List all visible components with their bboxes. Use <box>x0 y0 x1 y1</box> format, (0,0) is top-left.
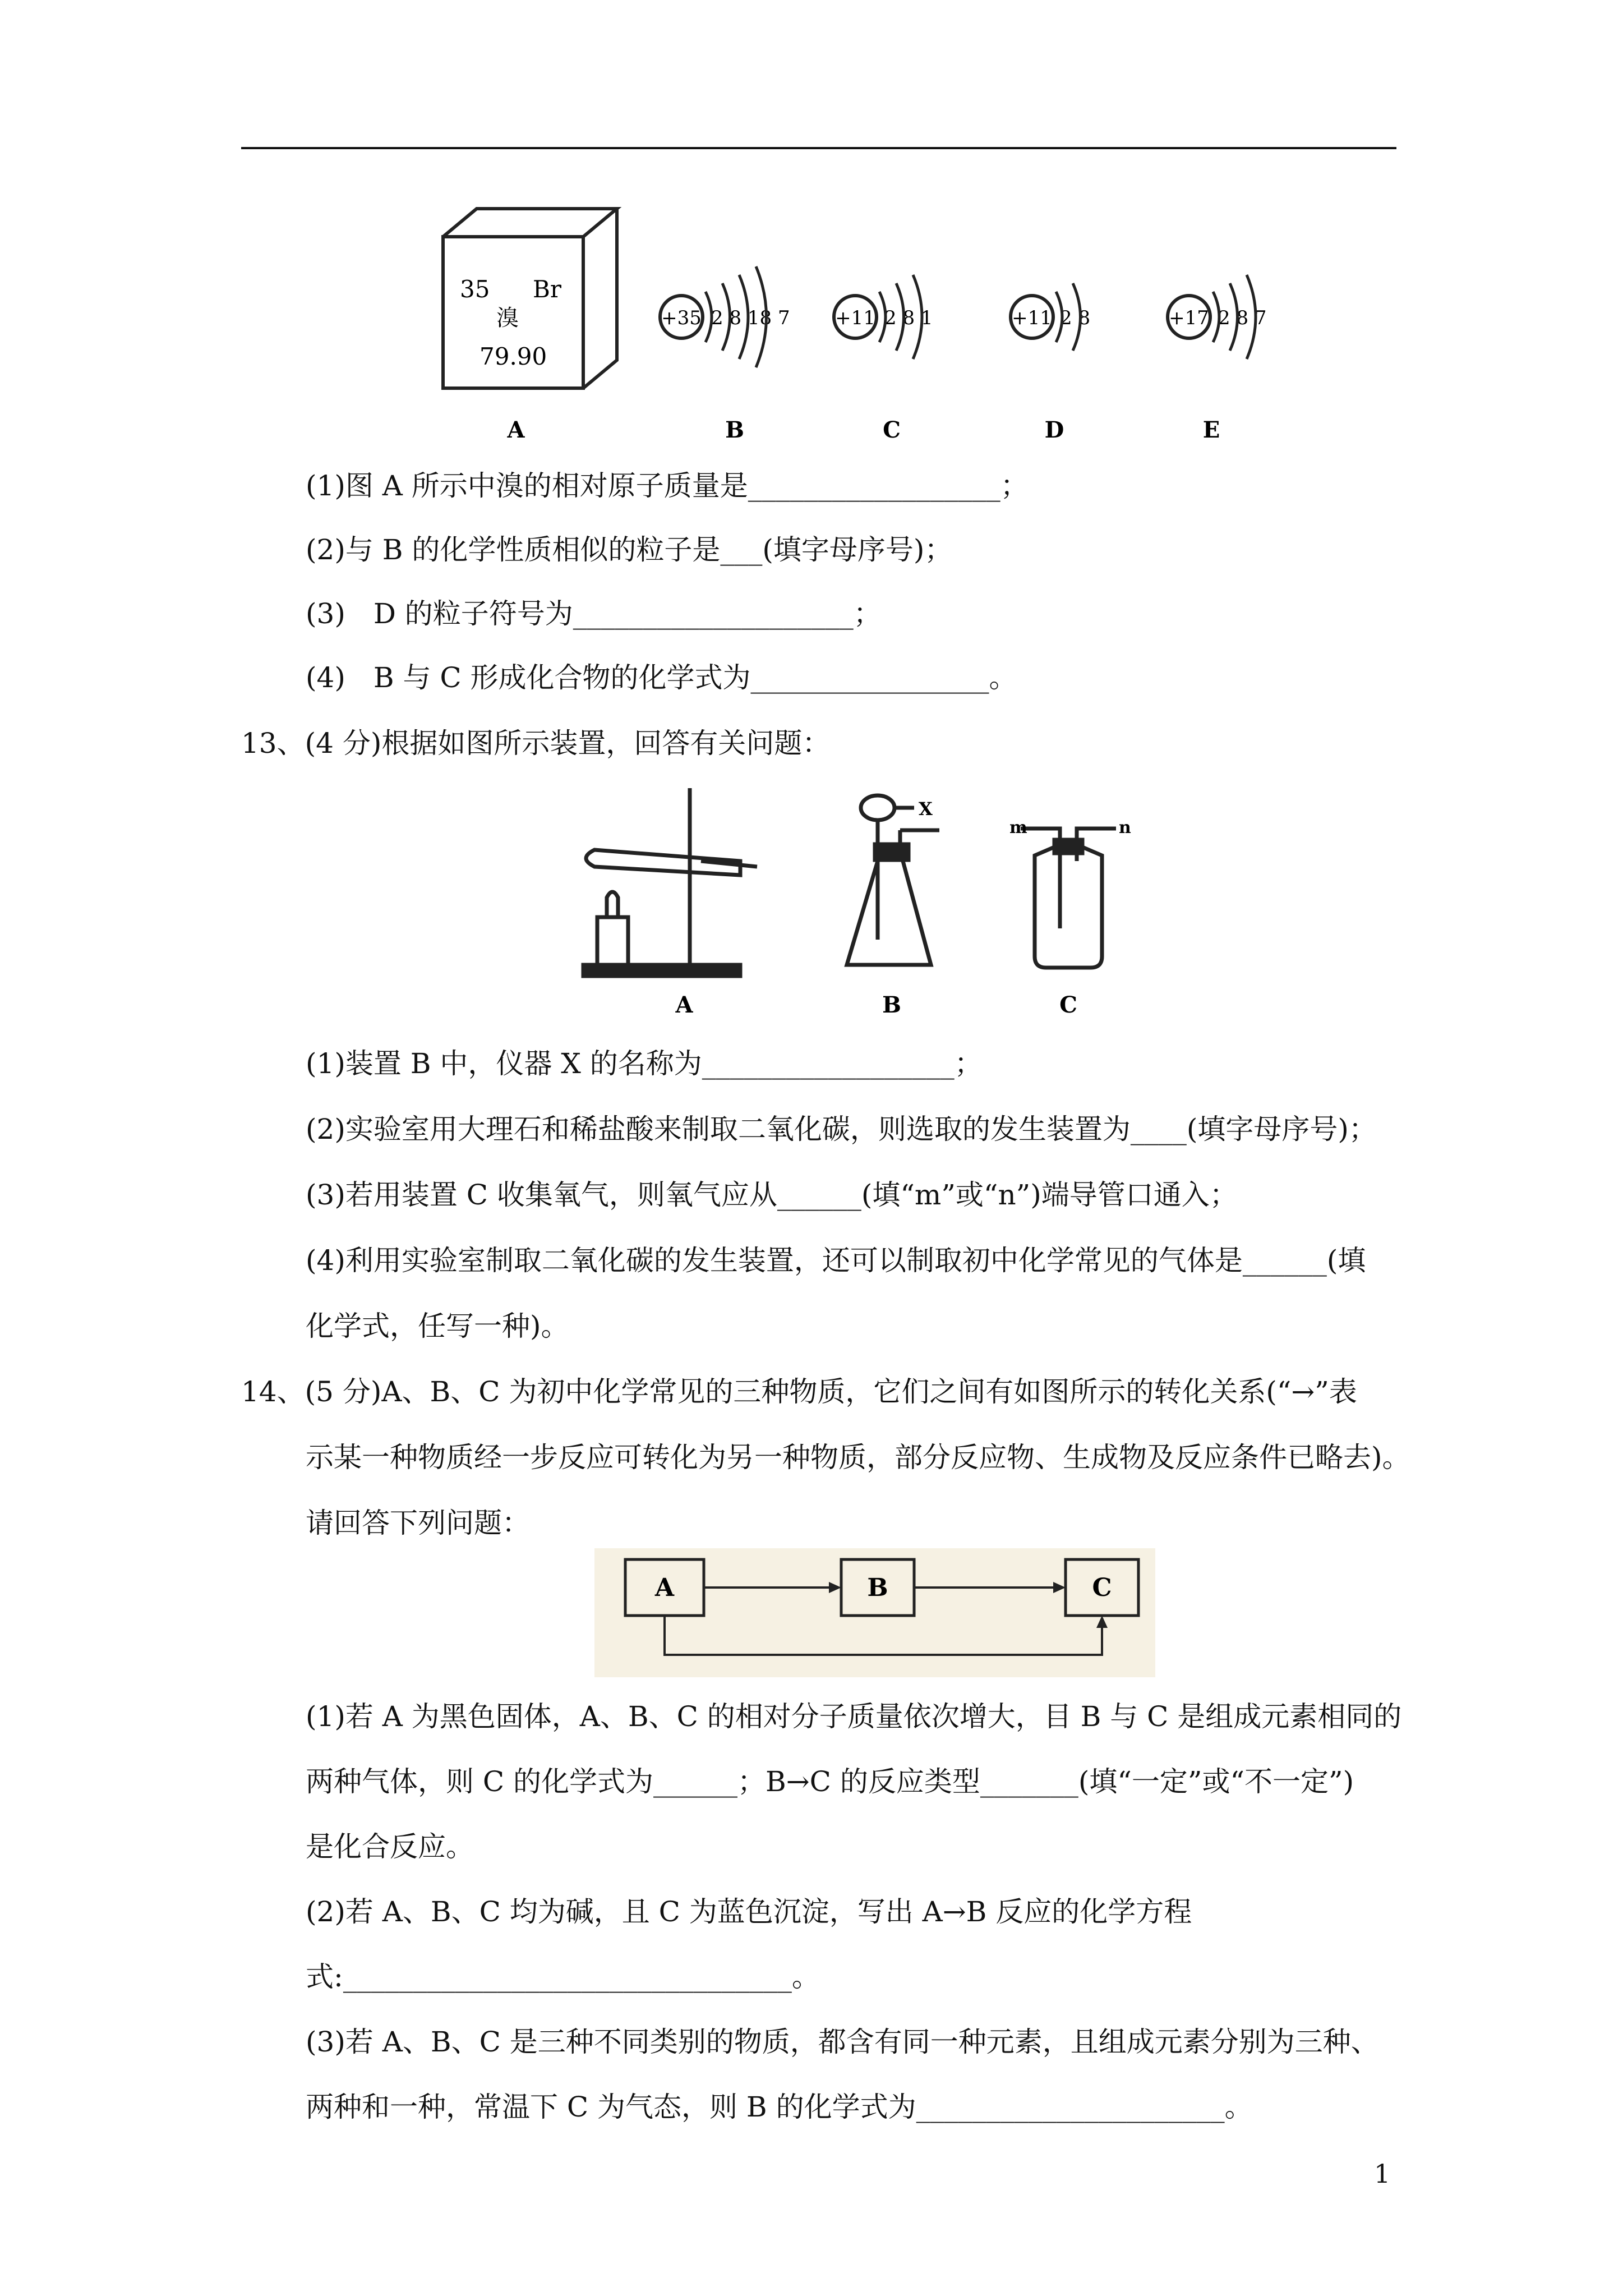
q14-part2-line1: (2)若 A、B、C 均为碱，且 C 为蓝色沉淀，写出 A→B 反应的化学方程 <box>306 1895 1192 1928</box>
q13-part1: (1)装置 B 中，仪器 X 的名称为__________________； <box>306 1047 983 1080</box>
apparatus-c <box>1021 829 1116 968</box>
q14-part1-line3: 是化合反应。 <box>306 1830 474 1863</box>
atom-diagram-b <box>660 266 790 367</box>
q12-part3: (3) D 的粒子符号为____________________； <box>306 597 882 630</box>
label-x: X <box>919 798 933 820</box>
atom-diagram-c <box>834 275 933 359</box>
conversion-diagram <box>594 1548 1155 1680</box>
q12-part4: (4) B 与 C 形成化合物的化学式为_________________。 <box>306 661 1017 694</box>
q12-part2: (2)与 B 的化学性质相似的粒子是___(填字母序号)； <box>306 533 953 566</box>
atom-c-nucleus: +11 <box>835 307 875 329</box>
caption-a: A <box>675 992 693 1018</box>
q14-part1-line2: 两种气体，则 C 的化学式为______；B→C 的反应类型_______(填“一定”或“不一定”) <box>306 1765 1354 1798</box>
atom-b-shells: 2 8 18 7 <box>711 307 790 329</box>
q13-part4-line2: 化学式，任写一种)。 <box>306 1310 569 1342</box>
q14-stem-line3: 请回答下列问题： <box>306 1507 530 1539</box>
q14-part3-line1: (3)若 A、B、C 是三种不同类别的物质，都含有同一种元素，且组成元素分别为三种、 <box>306 2026 1379 2058</box>
q13-part3: (3)若用装置 C 收集氧气，则氧气应从______(填“m”或“n”)端导管口通入； <box>306 1179 1238 1211</box>
page-number: 1 <box>1374 2159 1391 2189</box>
q12-part1: (1)图 A 所示中溴的相对原子质量是__________________； <box>306 470 1029 502</box>
svg-text:B: B <box>867 1573 888 1602</box>
svg-text:A: A <box>654 1573 675 1602</box>
q14-part3-line2: 两种和一种，常温下 C 为气态，则 B 的化学式为______________________。 <box>306 2091 1253 2123</box>
q14-stem-line1: 14、(5 分)A、B、C 为初中化学常见的三种物质，它们之间有如图所示的转化关系(“→”表 <box>241 1375 1357 1408</box>
atom-structure-figure <box>437 202 1324 451</box>
atom-diagram-d <box>1011 283 1090 351</box>
caption-a: A <box>507 417 525 443</box>
caption-d: D <box>1044 417 1064 443</box>
q13-part2: (2)实验室用大理石和稀盐酸来制取二氧化碳，则选取的发生装置为____(填字母序号)； <box>306 1113 1377 1145</box>
q14-stem-line2: 示某一种物质经一步反应可转化为另一种物质，部分反应物、生成物及反应条件已略去)。 <box>306 1441 1410 1474</box>
apparatus-b <box>847 795 939 965</box>
caption-e: E <box>1202 417 1220 443</box>
svg-text:C: C <box>1092 1573 1112 1602</box>
atom-d-nucleus: +11 <box>1012 307 1052 329</box>
atom-d-shells: 2 8 <box>1060 307 1091 329</box>
caption-c: C <box>883 417 901 443</box>
header-rule <box>241 147 1396 149</box>
q14-part2-line2: 式:________________________________。 <box>306 1961 820 1993</box>
caption-c: C <box>1059 992 1077 1018</box>
atom-diagram-e <box>1168 275 1267 359</box>
atom-e-nucleus: +17 <box>1169 307 1209 329</box>
label-n: n <box>1119 818 1131 838</box>
q13-stem: 13、(4 分)根据如图所示装置，回答有关问题： <box>241 727 831 760</box>
element-mass: 79.90 <box>479 343 547 370</box>
atom-e-shells: 2 8 7 <box>1218 307 1267 329</box>
q13-part4-line1: (4)利用实验室制取二氧化碳的发生装置，还可以制取初中化学常见的气体是______(填 <box>306 1244 1366 1277</box>
atom-b-nucleus: +35 <box>661 307 702 329</box>
element-name: 溴 <box>496 305 519 331</box>
q14-part1-line1: (1)若 A 为黑色固体，A、B、C 的相对分子质量依次增大，目 B 与 C 是组成元素相同的 <box>306 1700 1402 1733</box>
element-number: 35 <box>460 275 490 303</box>
label-m: m <box>1009 818 1027 838</box>
element-symbol: Br <box>533 275 561 303</box>
caption-b: B <box>725 417 744 443</box>
apparatus-a <box>583 788 757 976</box>
caption-b: B <box>882 992 901 1018</box>
apparatus-figure <box>572 777 1200 1032</box>
atom-c-shells: 2 8 1 <box>884 307 933 329</box>
